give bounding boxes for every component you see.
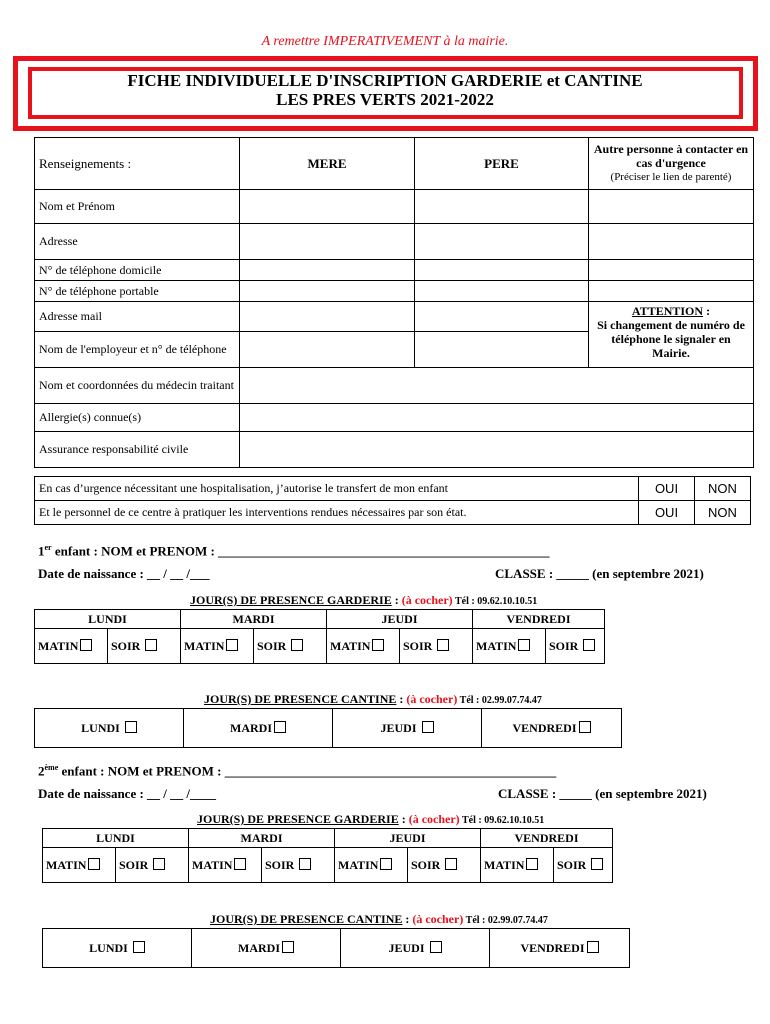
cantine-colon: : <box>396 692 407 706</box>
autre-tel-domicile-field[interactable] <box>589 260 754 281</box>
day-lundi: LUNDI <box>43 829 189 848</box>
mere-employeur-field[interactable] <box>240 332 415 368</box>
cantine-title-2 <box>210 912 548 927</box>
cantine-title: JOUR(S) DE PRESENCE CANTINE <box>210 912 403 926</box>
cantine-tel: Tél : 02.99.07.74.47 <box>463 915 548 926</box>
garderie-colon: : <box>398 812 409 826</box>
non-option[interactable]: NON <box>695 477 751 501</box>
header-autre-sub: (Préciser le lien de parenté) <box>610 171 732 183</box>
enfant2-classe[interactable]: CLASSE : _____ (en septembre 2021) <box>498 786 707 801</box>
enfant2-ordinal: 2 <box>38 763 45 779</box>
cantine-grid-1 <box>34 708 622 748</box>
enfant2-nom-label: enfant : NOM et PRENOM : ___________________________________________________ <box>58 763 557 779</box>
row-label: N° de téléphone portable <box>35 281 240 302</box>
pere-employeur-field[interactable] <box>415 332 589 368</box>
garderie-colon: : <box>391 593 402 607</box>
checkbox-matin[interactable]: MATIN <box>481 848 554 883</box>
urgence-text: Et le personnel de ce centre à pratiquer les interventions rendues nécessaires par son état. <box>35 501 639 525</box>
checkbox-soir[interactable]: SOIR <box>116 848 189 883</box>
cantine-grid-2 <box>42 928 630 968</box>
mere-tel-portable-field[interactable] <box>240 281 415 302</box>
cantine-cocher: (à cocher) <box>406 692 458 706</box>
oui-option[interactable]: OUI <box>639 477 695 501</box>
day-mardi: MARDI <box>189 829 335 848</box>
row-label: N° de téléphone domicile <box>35 260 240 281</box>
day-mardi: MARDI <box>181 610 327 629</box>
pere-tel-domicile-field[interactable] <box>415 260 589 281</box>
title-line-2: LES PRES VERTS 2021-2022 <box>276 90 494 109</box>
enfant1-ordinal: 1 <box>38 543 45 559</box>
cantine-cocher: (à cocher) <box>412 912 464 926</box>
cantine-lundi-checkbox[interactable]: LUNDI <box>43 929 192 968</box>
attention-text: Si changement de numéro de téléphone le signaler en Mairie. <box>597 318 745 360</box>
attention-note <box>589 302 754 368</box>
garderie-tel: Tél : 09.62.10.10.51 <box>452 596 538 607</box>
garderie-title-2 <box>197 812 544 827</box>
enfant2-ordinal-sup: ème <box>44 763 59 772</box>
checkbox-matin[interactable]: MATIN <box>43 848 116 883</box>
row-label: Adresse <box>35 224 240 260</box>
enfant1-ordinal-sup: er <box>44 543 52 552</box>
medecin-field[interactable] <box>240 368 754 404</box>
header-renseignements: Renseignements : <box>35 138 240 190</box>
row-label: Allergie(s) connue(s) <box>35 404 240 432</box>
assurance-field[interactable] <box>240 432 754 468</box>
garderie-title: JOUR(S) DE PRESENCE GARDERIE <box>197 812 399 826</box>
cantine-lundi-checkbox[interactable]: LUNDI <box>35 709 184 748</box>
pere-mail-field[interactable] <box>415 302 589 332</box>
mere-mail-field[interactable] <box>240 302 415 332</box>
garderie-grid-2 <box>42 828 613 883</box>
row-label: Nom de l'employeur et n° de téléphone <box>35 332 240 368</box>
cantine-vendredi-checkbox[interactable]: VENDREDI <box>482 709 622 748</box>
row-label: Nom et coordonnées du médecin traitant <box>35 368 240 404</box>
pere-adresse-field[interactable] <box>415 224 589 260</box>
checkbox-soir[interactable]: SOIR <box>254 629 327 664</box>
cantine-jeudi-checkbox[interactable]: JEUDI <box>341 929 490 968</box>
pere-nom-field[interactable] <box>415 190 589 224</box>
checkbox-matin[interactable]: MATIN <box>189 848 262 883</box>
garderie-cocher: (à cocher) <box>401 593 453 607</box>
autre-nom-field[interactable] <box>589 190 754 224</box>
pere-tel-portable-field[interactable] <box>415 281 589 302</box>
checkbox-soir[interactable]: SOIR <box>400 629 473 664</box>
enfant2-nom-line[interactable] <box>38 763 556 779</box>
attention-title: ATTENTION <box>631 304 704 318</box>
checkbox-soir[interactable]: SOIR <box>546 629 605 664</box>
enfant2-naissance[interactable]: Date de naissance : __ / __ /____ <box>38 786 217 801</box>
row-label: Assurance responsabilité civile <box>35 432 240 468</box>
garderie-title: JOUR(S) DE PRESENCE GARDERIE <box>190 593 392 607</box>
cantine-vendredi-checkbox[interactable]: VENDREDI <box>490 929 630 968</box>
checkbox-soir[interactable]: SOIR <box>262 848 335 883</box>
header-autre-label: Autre personne à contacter en cas d'urgence <box>593 142 749 170</box>
page-title <box>0 71 770 109</box>
enfant1-nom-line[interactable] <box>38 543 550 559</box>
cantine-tel: Tél : 02.99.07.74.47 <box>457 695 542 706</box>
checkbox-soir[interactable]: SOIR <box>108 629 181 664</box>
checkbox-soir[interactable]: SOIR <box>408 848 481 883</box>
mere-adresse-field[interactable] <box>240 224 415 260</box>
row-label: Nom et Prénom <box>35 190 240 224</box>
autre-adresse-field[interactable] <box>589 224 754 260</box>
garderie-cocher: (à cocher) <box>408 812 460 826</box>
garderie-grid-1 <box>34 609 605 664</box>
autre-tel-portable-field[interactable] <box>589 281 754 302</box>
cantine-colon: : <box>402 912 413 926</box>
cantine-title-1 <box>204 692 542 707</box>
row-label: Adresse mail <box>35 302 240 332</box>
header-pere: PERE <box>415 138 589 190</box>
day-jeudi: JEUDI <box>335 829 481 848</box>
cantine-mardi-checkbox[interactable]: MARDI <box>192 929 341 968</box>
top-note: A remettre IMPERATIVEMENT à la mairie. <box>261 34 509 49</box>
title-line-1: FICHE INDIVIDUELLE D'INSCRIPTION GARDERIE et CANTINE <box>127 71 643 90</box>
cantine-mardi-checkbox[interactable]: MARDI <box>184 709 333 748</box>
enfant1-nom-label: enfant : NOM et PRENOM : ___________________________________________________ <box>51 543 550 559</box>
garderie-tel: Tél : 09.62.10.10.51 <box>459 815 545 826</box>
header-autre <box>589 138 754 190</box>
attention-colon: : <box>703 304 711 318</box>
oui-option[interactable]: OUI <box>639 501 695 525</box>
urgence-text: En cas d’urgence nécessitant une hospitalisation, j’autorise le transfert de mon enfant <box>35 477 639 501</box>
day-jeudi: JEUDI <box>327 610 473 629</box>
mere-tel-domicile-field[interactable] <box>240 260 415 281</box>
cantine-title: JOUR(S) DE PRESENCE CANTINE <box>204 692 397 706</box>
checkbox-matin[interactable]: MATIN <box>35 629 108 664</box>
header-mere: MERE <box>240 138 415 190</box>
checkbox-matin[interactable]: MATIN <box>181 629 254 664</box>
day-vendredi: VENDREDI <box>473 610 605 629</box>
checkbox-matin[interactable]: MATIN <box>327 629 400 664</box>
allergies-field[interactable] <box>240 404 754 432</box>
garderie-title-1 <box>190 593 537 608</box>
info-table <box>34 137 754 468</box>
checkbox-soir[interactable]: SOIR <box>554 848 613 883</box>
cantine-jeudi-checkbox[interactable]: JEUDI <box>333 709 482 748</box>
urgence-table <box>34 476 751 525</box>
non-option[interactable]: NON <box>695 501 751 525</box>
checkbox-matin[interactable]: MATIN <box>473 629 546 664</box>
day-lundi: LUNDI <box>35 610 181 629</box>
checkbox-matin[interactable]: MATIN <box>335 848 408 883</box>
mere-nom-field[interactable] <box>240 190 415 224</box>
enfant1-classe[interactable]: CLASSE : _____ (en septembre 2021) <box>495 566 704 581</box>
day-vendredi: VENDREDI <box>481 829 613 848</box>
enfant1-naissance[interactable]: Date de naissance : __ / __ /___ <box>38 566 210 581</box>
